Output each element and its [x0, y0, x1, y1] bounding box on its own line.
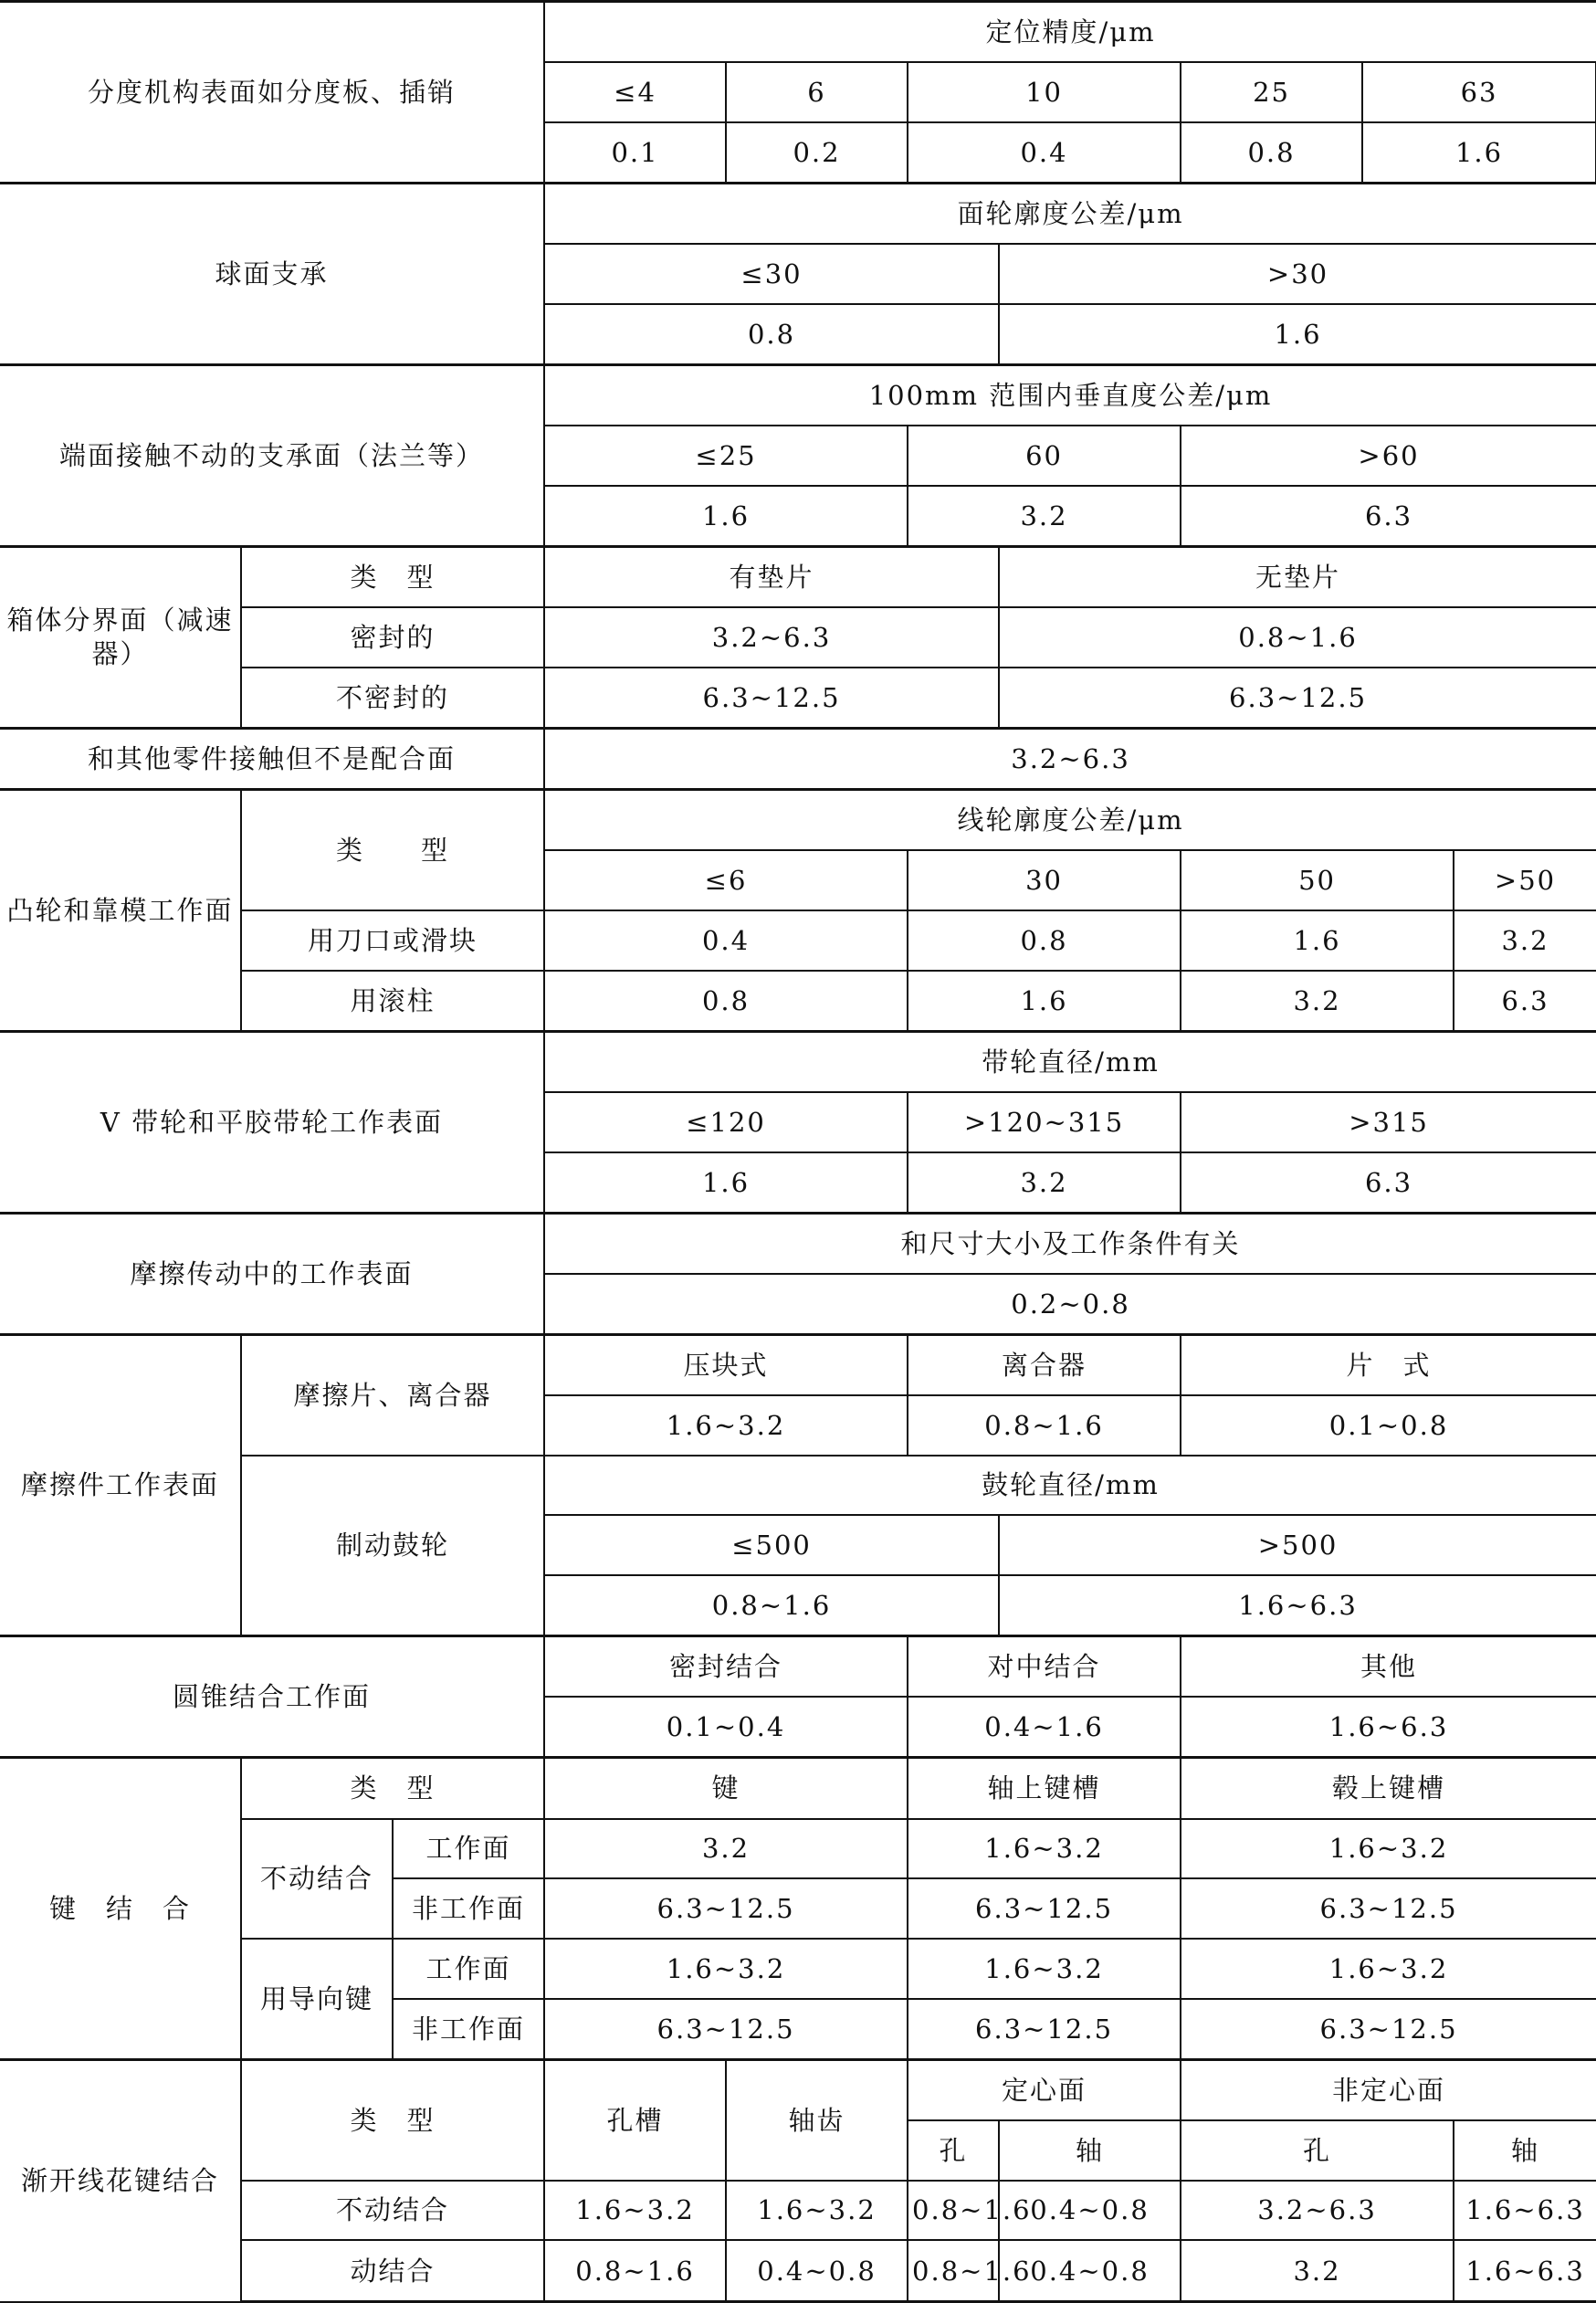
s12-value: 0.4~0.8 — [726, 2240, 908, 2301]
s12-value: 1.6~3.2 — [726, 2181, 908, 2241]
s1-label: 分度机构表面如分度板、插销 — [0, 2, 544, 184]
s7-range: >315 — [1181, 1092, 1596, 1152]
s9-sub2-label: 制动鼓轮 — [241, 1456, 544, 1636]
s11-row-label: 工作面 — [393, 1819, 544, 1879]
s9-sub1-value: 1.6~3.2 — [544, 1395, 908, 1456]
s8-value: 0.2~0.8 — [544, 1274, 1596, 1335]
s6-value: 0.4 — [544, 910, 908, 971]
s1-value: 0.1 — [544, 122, 726, 184]
s3-header: 100mm 范围内垂直度公差/μm — [544, 364, 1596, 426]
s12-col-centering: 定心面 — [908, 2059, 1181, 2120]
s6-range: 50 — [1181, 850, 1454, 910]
s11-type-label: 类 型 — [241, 1758, 544, 1819]
s4-row-label: 不密封的 — [241, 668, 544, 729]
s6-value: 3.2 — [1454, 910, 1596, 971]
s6-range: 30 — [908, 850, 1181, 910]
s7-value: 6.3 — [1181, 1152, 1596, 1214]
s2-value: 1.6 — [999, 304, 1596, 365]
s12-value: 0.8~1.6 — [908, 2240, 999, 2301]
s9-sub2-range: ≤500 — [544, 1515, 999, 1575]
s4-value: 0.8~1.6 — [999, 607, 1596, 668]
s11-col: 毂上键槽 — [1181, 1758, 1596, 1819]
s11-value: 6.3~12.5 — [908, 1999, 1181, 2060]
s11-row-label: 非工作面 — [393, 1878, 544, 1939]
s12-value: 0.4~0.8 — [999, 2240, 1181, 2301]
s11-value: 1.6~3.2 — [1181, 1819, 1596, 1879]
s3-label: 端面接触不动的支承面（法兰等） — [0, 364, 544, 546]
s11-value: 3.2 — [544, 1819, 908, 1879]
s1-range: 63 — [1362, 62, 1596, 122]
s6-range: >50 — [1454, 850, 1596, 910]
s6-label: 凸轮和靠模工作面 — [0, 790, 241, 1032]
s1-value: 1.6 — [1362, 122, 1596, 184]
s9-sub1-value: 0.8~1.6 — [908, 1395, 1181, 1456]
s1-range: 25 — [1181, 62, 1362, 122]
s1-value: 0.8 — [1181, 122, 1362, 184]
s10-col: 其他 — [1181, 1636, 1596, 1698]
s6-value: 1.6 — [1181, 910, 1454, 971]
s6-row-label: 用刀口或滑块 — [241, 910, 544, 971]
s11-group-label: 用导向键 — [241, 1939, 393, 2059]
s12-sub-hole: 孔 — [1181, 2120, 1454, 2181]
s3-range: 60 — [908, 426, 1181, 486]
s11-value: 1.6~3.2 — [1181, 1939, 1596, 1999]
s6-type-label: 类 型 — [241, 790, 544, 910]
s9-label: 摩擦件工作表面 — [0, 1334, 241, 1635]
s11-col: 轴上键槽 — [908, 1758, 1181, 1819]
s11-row-label: 非工作面 — [393, 1999, 544, 2060]
s9-sub1-col: 压块式 — [544, 1334, 908, 1395]
s11-group-label: 不动结合 — [241, 1819, 393, 1939]
s11-value: 1.6~3.2 — [908, 1939, 1181, 1999]
s2-value: 0.8 — [544, 304, 999, 365]
s12-sub-hole: 孔 — [908, 2120, 999, 2181]
s9-sub1-label: 摩擦片、离合器 — [241, 1334, 544, 1455]
s6-row-label: 用滚柱 — [241, 971, 544, 1032]
s4-value: 6.3~12.5 — [999, 668, 1596, 729]
s8-label: 摩擦传动中的工作表面 — [0, 1213, 544, 1334]
s1-range: 10 — [908, 62, 1181, 122]
s12-sub-shaft: 轴 — [1454, 2120, 1596, 2181]
s6-value: 6.3 — [1454, 971, 1596, 1032]
s11-value: 6.3~12.5 — [1181, 1999, 1596, 2060]
s4-type-label: 类 型 — [241, 546, 544, 607]
s11-value: 6.3~12.5 — [908, 1878, 1181, 1939]
s2-range: >30 — [999, 244, 1596, 304]
s4-value: 6.3~12.5 — [544, 668, 999, 729]
s1-range: 6 — [726, 62, 908, 122]
s11-value: 1.6~3.2 — [908, 1819, 1181, 1879]
s10-col: 对中结合 — [908, 1636, 1181, 1698]
s9-sub2-header: 鼓轮直径/mm — [544, 1456, 1596, 1516]
s3-value: 3.2 — [908, 486, 1181, 547]
s9-sub2-value: 1.6~6.3 — [999, 1575, 1596, 1636]
s12-row-label: 不动结合 — [241, 2181, 544, 2241]
s3-range: ≤25 — [544, 426, 908, 486]
s3-range: >60 — [1181, 426, 1596, 486]
s10-value: 0.1~0.4 — [544, 1697, 908, 1758]
s2-range: ≤30 — [544, 244, 999, 304]
s10-value: 1.6~6.3 — [1181, 1697, 1596, 1758]
s11-value: 6.3~12.5 — [544, 1878, 908, 1939]
s4-col: 有垫片 — [544, 546, 999, 607]
s11-row-label: 工作面 — [393, 1939, 544, 1999]
s12-value: 0.8~1.6 — [908, 2181, 999, 2241]
s12-value: 0.4~0.8 — [999, 2181, 1181, 2241]
s11-value: 6.3~12.5 — [1181, 1878, 1596, 1939]
s10-col: 密封结合 — [544, 1636, 908, 1698]
s12-type-label: 类 型 — [241, 2059, 544, 2180]
s2-header: 面轮廓度公差/μm — [544, 183, 1596, 244]
s7-range: ≤120 — [544, 1092, 908, 1152]
s2-label: 球面支承 — [0, 183, 544, 364]
s10-label: 圆锥结合工作面 — [0, 1636, 544, 1758]
s12-value: 3.2 — [1181, 2240, 1454, 2301]
s9-sub2-range: >500 — [999, 1515, 1596, 1575]
s5-value: 3.2~6.3 — [544, 728, 1596, 789]
s6-value: 1.6 — [908, 971, 1181, 1032]
s7-range: >120~315 — [908, 1092, 1181, 1152]
s11-col: 键 — [544, 1758, 908, 1819]
s10-value: 0.4~1.6 — [908, 1697, 1181, 1758]
s9-sub1-col: 离合器 — [908, 1334, 1181, 1395]
s1-range: ≤4 — [544, 62, 726, 122]
s7-header: 带轮直径/mm — [544, 1031, 1596, 1092]
s7-value: 1.6 — [544, 1152, 908, 1214]
s9-sub2-value: 0.8~1.6 — [544, 1575, 999, 1636]
s3-value: 6.3 — [1181, 486, 1596, 547]
s11-value: 6.3~12.5 — [544, 1999, 908, 2060]
s7-label: V 带轮和平胶带轮工作表面 — [0, 1031, 544, 1213]
s9-sub1-value: 0.1~0.8 — [1181, 1395, 1596, 1456]
s4-label: 箱体分界面（减速器） — [0, 546, 241, 728]
s6-value: 3.2 — [1181, 971, 1454, 1032]
s9-sub1-col: 片 式 — [1181, 1334, 1596, 1395]
s12-value: 1.6~6.3 — [1454, 2181, 1596, 2241]
s12-col-hole-slot: 孔槽 — [544, 2059, 726, 2180]
s6-value: 0.8 — [908, 910, 1181, 971]
s12-value: 1.6~3.2 — [544, 2181, 726, 2241]
s6-value: 0.8 — [544, 971, 908, 1032]
s1-header: 定位精度/μm — [544, 2, 1596, 63]
s12-row-label: 动结合 — [241, 2240, 544, 2301]
s3-value: 1.6 — [544, 486, 908, 547]
s8-header: 和尺寸大小及工作条件有关 — [544, 1213, 1596, 1274]
s7-value: 3.2 — [908, 1152, 1181, 1214]
s12-value: 3.2~6.3 — [1181, 2181, 1454, 2241]
s6-range: ≤6 — [544, 850, 908, 910]
s11-label: 键 结 合 — [0, 1758, 241, 2059]
s4-col: 无垫片 — [999, 546, 1596, 607]
s12-col-noncentering: 非定心面 — [1181, 2059, 1596, 2120]
s12-value: 0.8~1.6 — [544, 2240, 726, 2301]
s1-value: 0.2 — [726, 122, 908, 184]
s11-value: 1.6~3.2 — [544, 1939, 908, 1999]
s12-value: 1.6~6.3 — [1454, 2240, 1596, 2301]
s4-value: 3.2~6.3 — [544, 607, 999, 668]
s1-value: 0.4 — [908, 122, 1181, 184]
s5-label: 和其他零件接触但不是配合面 — [0, 728, 544, 789]
s12-col-shaft-tooth: 轴齿 — [726, 2059, 908, 2180]
s4-row-label: 密封的 — [241, 607, 544, 668]
s12-label: 渐开线花键结合 — [0, 2059, 241, 2301]
s6-header: 线轮廓度公差/μm — [544, 790, 1596, 851]
s12-sub-shaft: 轴 — [999, 2120, 1181, 2181]
